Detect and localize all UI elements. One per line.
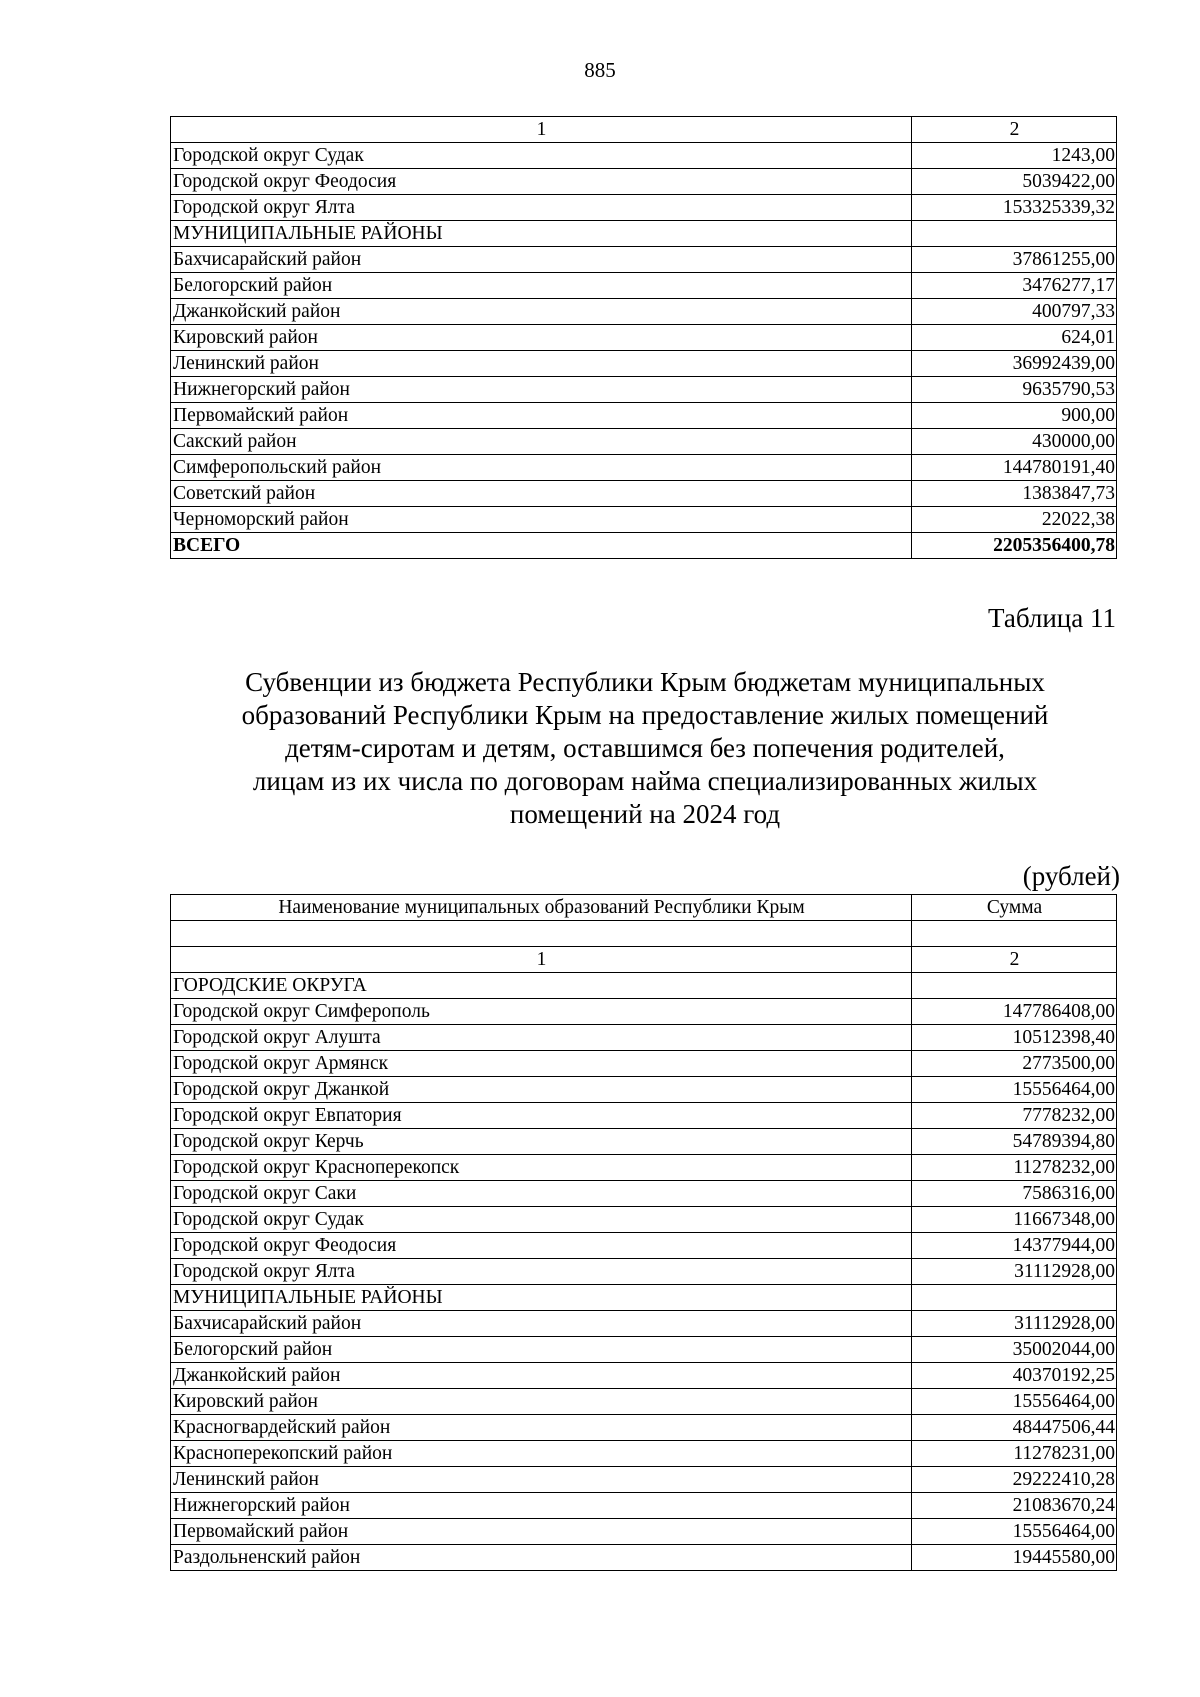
row-name: Городской округ Джанкой (171, 1077, 912, 1103)
row-value: 19445580,00 (912, 1545, 1117, 1571)
row-value: 400797,33 (912, 299, 1117, 325)
row-name: Нижнегорский район (171, 377, 912, 403)
row-name: Городской округ Керчь (171, 1129, 912, 1155)
row-value: 2773500,00 (912, 1051, 1117, 1077)
row-name: Городской округ Саки (171, 1181, 912, 1207)
table-row (171, 1285, 1117, 1311)
table-title (150, 666, 1140, 831)
table-row (171, 1311, 1117, 1337)
row-name: Красногвардейский район (171, 1415, 912, 1441)
row-value: 10512398,40 (912, 1025, 1117, 1051)
row-name: Городской округ Евпатория (171, 1103, 912, 1129)
row-value: 7778232,00 (912, 1103, 1117, 1129)
title-line: лицам из их числа по договорам найма специализированных жилых (252, 766, 1038, 796)
table-top (170, 116, 1117, 559)
row-name: Городской округ Красноперекопск (171, 1155, 912, 1181)
row-value: 15556464,00 (912, 1389, 1117, 1415)
row-name: Белогорский район (171, 1337, 912, 1363)
row-name: МУНИЦИПАЛЬНЫЕ РАЙОНЫ (171, 1285, 912, 1311)
row-value: 900,00 (912, 403, 1117, 429)
row-name: Городской округ Судак (171, 1207, 912, 1233)
table-row (171, 1259, 1117, 1285)
row-name: Городской округ Армянск (171, 1051, 912, 1077)
table-row (171, 1363, 1117, 1389)
row-name: Городской округ Судак (171, 143, 912, 169)
row-name: Первомайский район (171, 1519, 912, 1545)
table-row (171, 1415, 1117, 1441)
row-name: Бахчисарайский район (171, 247, 912, 273)
row-name: Ленинский район (171, 1467, 912, 1493)
title-line: образований Республики Крым на предоставление жилых помещений (241, 700, 1049, 730)
row-name: Советский район (171, 481, 912, 507)
row-value: 5039422,00 (912, 169, 1117, 195)
row-value (912, 973, 1117, 999)
row-value: 21083670,24 (912, 1493, 1117, 1519)
row-name: Городской округ Ялта (171, 195, 912, 221)
column-number-row (171, 117, 1117, 143)
table-row (171, 1337, 1117, 1363)
row-name: Городской округ Симферополь (171, 999, 912, 1025)
row-value: 624,01 (912, 325, 1117, 351)
row-name: Кировский район (171, 1389, 912, 1415)
table-row (171, 273, 1117, 299)
row-name: Кировский район (171, 325, 912, 351)
row-value: 3476277,17 (912, 273, 1117, 299)
table-row (171, 1025, 1117, 1051)
row-name: Джанкойский район (171, 299, 912, 325)
row-value: 147786408,00 (912, 999, 1117, 1025)
table-row (171, 351, 1117, 377)
row-name: Красноперекопский район (171, 1441, 912, 1467)
row-value: 54789394,80 (912, 1129, 1117, 1155)
column-number-1: 1 (171, 117, 912, 143)
table-row (171, 1077, 1117, 1103)
table-row (171, 377, 1117, 403)
total-label: ВСЕГО (171, 533, 912, 559)
row-value: 15556464,00 (912, 1077, 1117, 1103)
row-value: 430000,00 (912, 429, 1117, 455)
table-row (171, 429, 1117, 455)
table-row (171, 1155, 1117, 1181)
row-name: Первомайский район (171, 403, 912, 429)
title-line: детям-сиротам и детям, оставшимся без попечения родителей, (285, 733, 1005, 763)
row-value: 15556464,00 (912, 1519, 1117, 1545)
row-name: МУНИЦИПАЛЬНЫЕ РАЙОНЫ (171, 221, 912, 247)
table-row (171, 1207, 1117, 1233)
table-row (171, 1181, 1117, 1207)
row-value: 144780191,40 (912, 455, 1117, 481)
row-value: 11278232,00 (912, 1155, 1117, 1181)
table-row (171, 195, 1117, 221)
row-name: Черноморский район (171, 507, 912, 533)
total-value: 2205356400,78 (912, 533, 1117, 559)
table-row (171, 1467, 1117, 1493)
row-value: 36992439,00 (912, 351, 1117, 377)
table-row (171, 403, 1117, 429)
row-value: 153325339,32 (912, 195, 1117, 221)
table-label: Таблица 11 (988, 603, 1116, 633)
title-line: помещений на 2024 год (509, 799, 781, 829)
row-value: 7586316,00 (912, 1181, 1117, 1207)
table-row (171, 973, 1117, 999)
table-row (171, 299, 1117, 325)
table-row (171, 1441, 1117, 1467)
row-name: Раздольненский район (171, 1545, 912, 1571)
row-name: Городской округ Ялта (171, 1259, 912, 1285)
table-row (171, 507, 1117, 533)
total-row (171, 533, 1117, 559)
header-gap (171, 921, 1117, 947)
page-number: 885 (584, 58, 616, 82)
table-row (171, 455, 1117, 481)
header-sum: Сумма (912, 895, 1117, 921)
header-name: Наименование муниципальных образований Республики Крым (171, 895, 912, 921)
table-row (171, 221, 1117, 247)
table-row (171, 1545, 1117, 1571)
row-name: Городской округ Феодосия (171, 169, 912, 195)
row-value: 11278231,00 (912, 1441, 1117, 1467)
table-row (171, 325, 1117, 351)
row-value: 48447506,44 (912, 1415, 1117, 1441)
row-value: 40370192,25 (912, 1363, 1117, 1389)
table-row (171, 1129, 1117, 1155)
column-number-1: 1 (171, 947, 912, 973)
table-row (171, 1519, 1117, 1545)
row-value: 11667348,00 (912, 1207, 1117, 1233)
table-row (171, 1233, 1117, 1259)
row-value: 31112928,00 (912, 1311, 1117, 1337)
row-value: 1383847,73 (912, 481, 1117, 507)
row-value: 37861255,00 (912, 247, 1117, 273)
column-number-2: 2 (912, 117, 1117, 143)
row-name: Симферопольский район (171, 455, 912, 481)
row-name: ГОРОДСКИЕ ОКРУГА (171, 973, 912, 999)
table-row (171, 1103, 1117, 1129)
row-value: 35002044,00 (912, 1337, 1117, 1363)
table-row (171, 1493, 1117, 1519)
row-name: Бахчисарайский район (171, 1311, 912, 1337)
row-value: 29222410,28 (912, 1467, 1117, 1493)
row-value: 31112928,00 (912, 1259, 1117, 1285)
title-line: Субвенции из бюджета Республики Крым бюджетам муниципальных (245, 667, 1045, 697)
table-row (171, 999, 1117, 1025)
row-value: 9635790,53 (912, 377, 1117, 403)
units-label: (рублей) (1022, 861, 1120, 891)
table-row (171, 247, 1117, 273)
row-value: 1243,00 (912, 143, 1117, 169)
table-row (171, 169, 1117, 195)
table-row (171, 1051, 1117, 1077)
table-row (171, 1389, 1117, 1415)
row-name: Джанкойский район (171, 1363, 912, 1389)
column-number-2: 2 (912, 947, 1117, 973)
row-name: Ленинский район (171, 351, 912, 377)
row-value: 22022,38 (912, 507, 1117, 533)
table-bottom (170, 894, 1117, 1571)
header-row (171, 895, 1117, 921)
table-row (171, 481, 1117, 507)
row-value (912, 1285, 1117, 1311)
row-value: 14377944,00 (912, 1233, 1117, 1259)
column-number-row (171, 947, 1117, 973)
row-name: Нижнегорский район (171, 1493, 912, 1519)
row-value (912, 221, 1117, 247)
table-row (171, 143, 1117, 169)
row-name: Сакский район (171, 429, 912, 455)
row-name: Городской округ Алушта (171, 1025, 912, 1051)
row-name: Белогорский район (171, 273, 912, 299)
row-name: Городской округ Феодосия (171, 1233, 912, 1259)
